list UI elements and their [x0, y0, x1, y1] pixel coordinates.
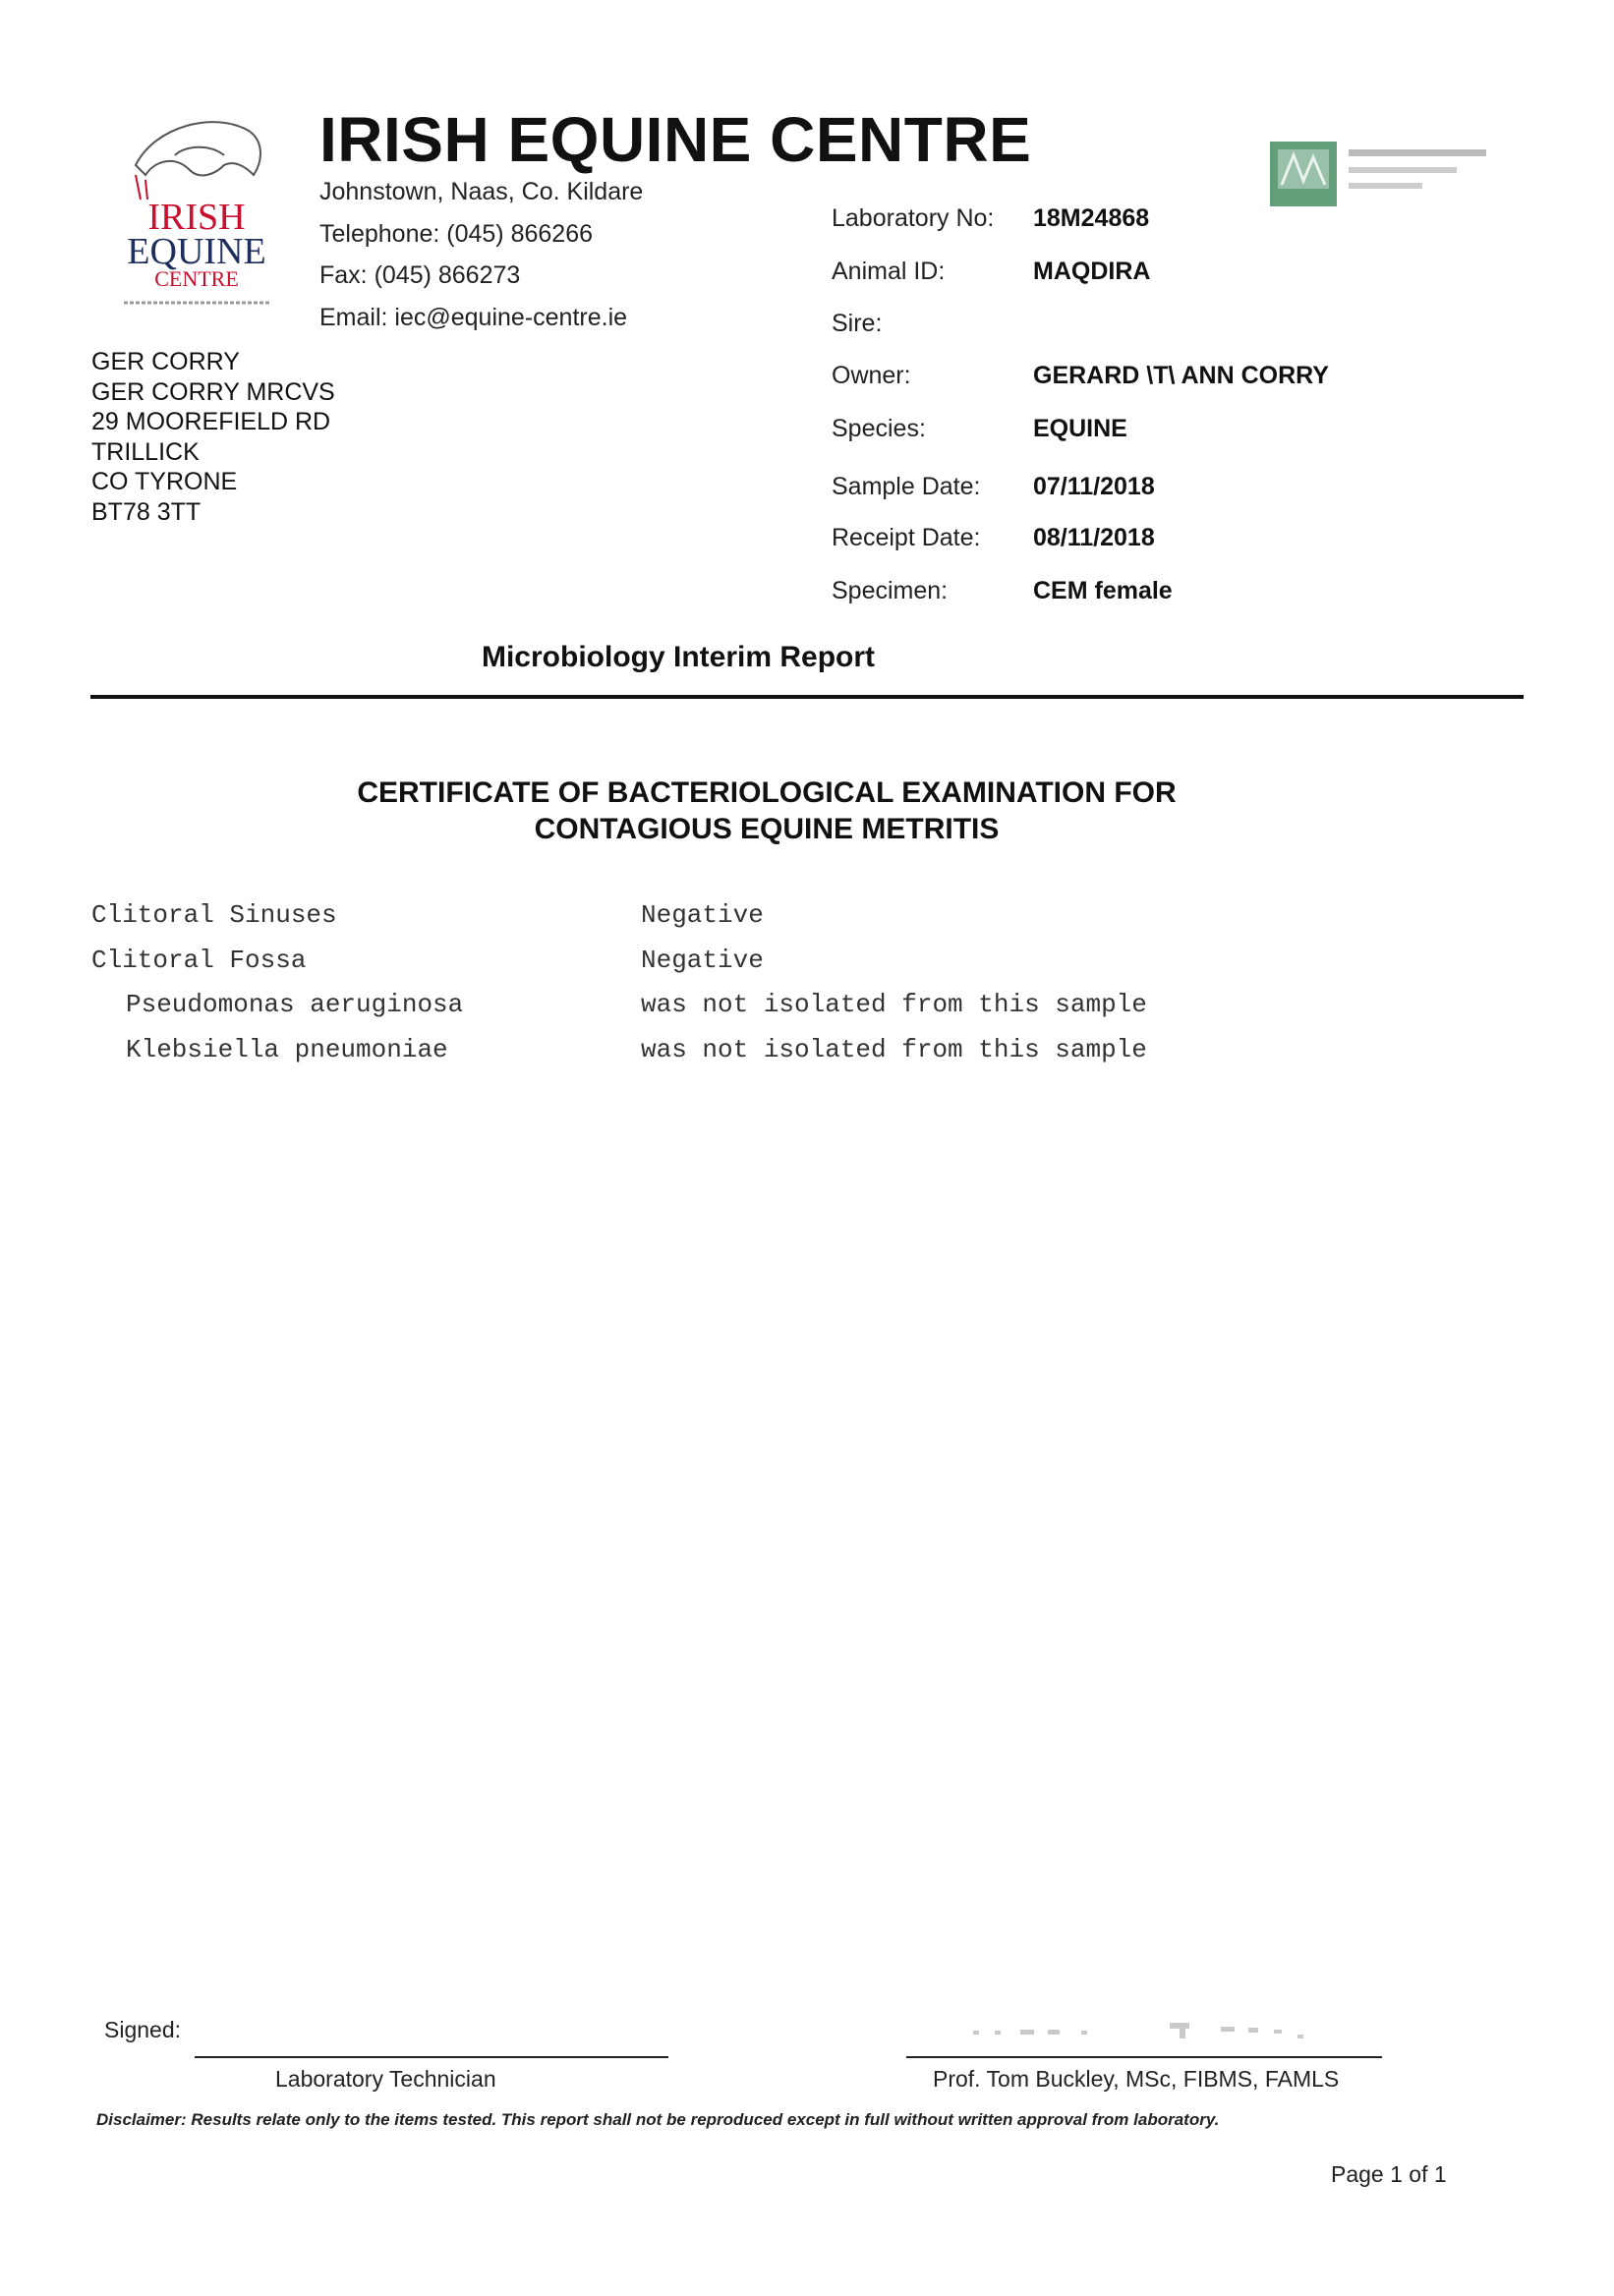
centre-name-title: IRISH EQUINE CENTRE: [319, 104, 1032, 175]
receipt-date-value: 08/11/2018: [1033, 524, 1155, 551]
species-value: EQUINE: [1033, 415, 1127, 442]
recipient-line: CO TYRONE: [91, 468, 238, 495]
centre-address: Johnstown, Naas, Co. Kildare: [319, 178, 644, 205]
recipient-line: TRILLICK: [91, 438, 200, 466]
species-label: Species:: [832, 415, 926, 442]
svg-text:CENTRE: CENTRE: [154, 266, 239, 291]
irish-equine-centre-logo: [116, 106, 278, 313]
professor-signature-line: [906, 2056, 1382, 2058]
owner-value: GERARD \T\ ANN CORRY: [1033, 362, 1329, 389]
laboratory-technician-caption: Laboratory Technician: [275, 2066, 496, 2092]
receipt-date-label: Receipt Date:: [832, 524, 981, 551]
animal-id-label: Animal ID:: [832, 258, 946, 285]
sample-date-label: Sample Date:: [832, 473, 981, 500]
organism-result: was not isolated from this sample: [641, 1035, 1147, 1064]
disclaimer-text: Disclaimer: Results relate only to the items tested. This report shall not be reproduced except in full without written approval from laboratory.: [96, 2110, 1220, 2129]
svg-text:EQUINE: EQUINE: [127, 231, 266, 272]
recipient-line: GER CORRY MRCVS: [91, 378, 335, 406]
result-site: Clitoral Fossa: [91, 946, 307, 975]
laboratory-no-value: 18M24868: [1033, 204, 1150, 232]
specimen-label: Specimen:: [832, 577, 949, 604]
professor-caption: Prof. Tom Buckley, MSc, FIBMS, FAMLS: [933, 2066, 1340, 2092]
specimen-value: CEM female: [1033, 577, 1173, 604]
organism-name: Klebsiella pneumoniae: [126, 1035, 448, 1064]
recipient-line: BT78 3TT: [91, 498, 202, 526]
recipient-line: GER CORRY: [91, 348, 240, 375]
organism-result: was not isolated from this sample: [641, 990, 1147, 1019]
professor-signature-image: [963, 2017, 1337, 2046]
laboratory-no-label: Laboratory No:: [832, 204, 995, 232]
sample-date-value: 07/11/2018: [1033, 473, 1155, 500]
sire-label: Sire:: [832, 310, 883, 337]
recipient-line: 29 MOOREFIELD RD: [91, 408, 331, 435]
horse-head-icon: [116, 106, 278, 313]
owner-label: Owner:: [832, 362, 911, 389]
organism-name: Pseudomonas aeruginosa: [126, 990, 464, 1019]
header-divider: [90, 695, 1524, 699]
certificate-heading-line2: CONTAGIOUS EQUINE METRITIS: [534, 813, 1000, 845]
signed-label: Signed:: [104, 2017, 182, 2042]
centre-fax: Fax: (045) 866273: [319, 261, 521, 289]
result-value: Negative: [641, 946, 764, 975]
result-value: Negative: [641, 900, 764, 930]
centre-email: Email: iec@equine-centre.ie: [319, 304, 628, 331]
inab-accreditation-logo: [1268, 138, 1504, 216]
centre-telephone: Telephone: (045) 866266: [319, 220, 594, 248]
report-title: Microbiology Interim Report: [481, 641, 876, 673]
technician-signature-line: [195, 2056, 668, 2058]
page-number: Page 1 of 1: [1331, 2161, 1447, 2187]
svg-text:IRISH: IRISH: [147, 197, 246, 238]
animal-id-value: MAQDIRA: [1033, 258, 1151, 285]
result-site: Clitoral Sinuses: [91, 900, 337, 930]
certificate-heading-line1: CERTIFICATE OF BACTERIOLOGICAL EXAMINATION FOR: [357, 776, 1177, 809]
